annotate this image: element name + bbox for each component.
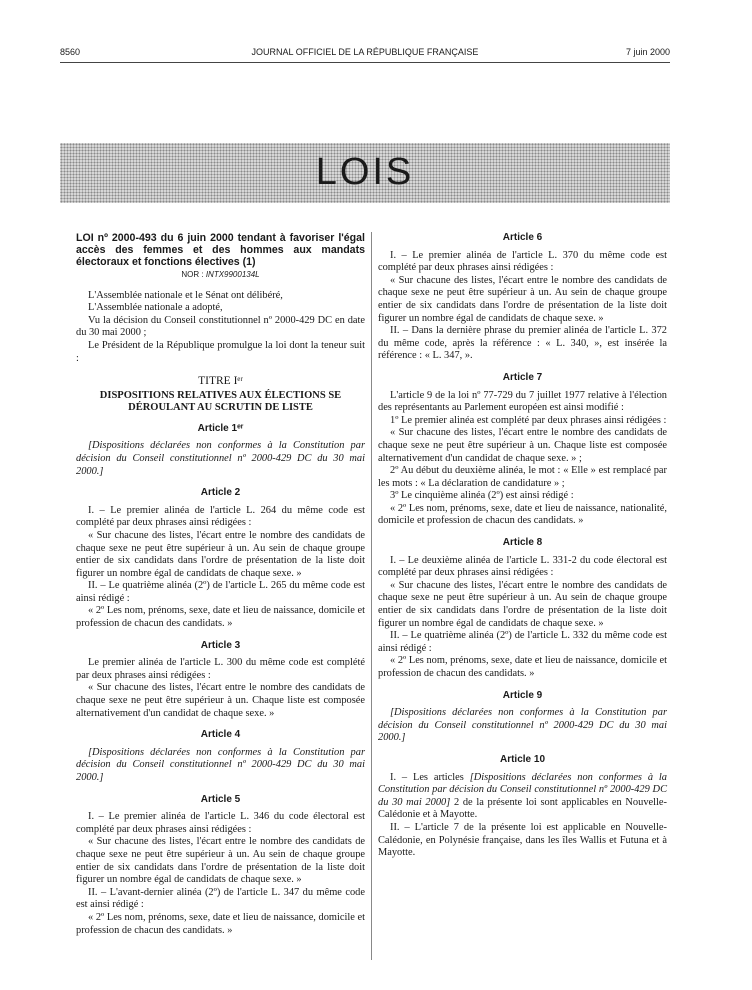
- article-paragraph: 2º Au début du deuxième alinéa, le mot : « Elle » est remplacé par les mots : « La déclaration de candidature » ;: [378, 465, 667, 489]
- article-paragraph: « Sur chacune des listes, l'écart entre le nombre des candidats de chaque sexe ne peut être supérieur à un. Au sein de chaque groupe entier de six candidats dans l'ordre de présentation de la liste doit figurer un nombre égal de candidats de chaque sexe. »: [76, 836, 365, 886]
- article-paragraph: II. – Le quatrième alinéa (2º) de l'article L. 265 du même code est ainsi rédigé :: [76, 580, 365, 604]
- article-heading: Article 3: [200, 639, 241, 651]
- article-paragraph: I. – Le premier alinéa de l'article L. 370 du même code est complété par deux phrases ainsi rédigées :: [378, 249, 667, 274]
- article-paragraph: « Sur chacune des listes, l'écart entre le nombre des candidats de chaque sexe ne peut être supérieur à un. Chaque liste est composée alternativement d'un candidat de chaque sexe. »: [76, 682, 365, 719]
- article-paragraph: I. – Le deuxième alinéa de l'article L. 331-2 du code électoral est complété par deux phrases ainsi rédigées :: [378, 554, 667, 579]
- article-paragraph: [Dispositions déclarées non conformes à la Constitution par décision du Conseil constitutionnel nº 2000-429 DC du 30 mai 2000.]: [76, 746, 365, 783]
- article-paragraph: Le premier alinéa de l'article L. 300 du même code est complété par deux phrases ainsi rédigées :: [76, 657, 365, 681]
- article-paragraph: 1º Le premier alinéa est complété par deux phrases ainsi rédigées :: [390, 414, 667, 426]
- page-number: 8560: [60, 47, 81, 57]
- article-paragraph: II. – L'article 7 de la présente loi est applicable en Nouvelle-Calédonie, en Polynésie française, dans les îles Wallis et Futuna et à Mayotte.: [378, 821, 667, 859]
- nor-reference: [76, 269, 365, 282]
- preamble-line: Vu la décision du Conseil constitutionnel nº 2000-429 DC en date du 30 mai 2000 ;: [76, 314, 365, 339]
- article-paragraph: « Sur chacune des listes, l'écart entre le nombre des candidats de chaque sexe ne peut être supérieur à un. Au sein de chaque groupe entier de six candidats dans l'ordre de présentation de la liste doit figurer un nombre égal de candidats de chaque sexe. »: [378, 579, 667, 629]
- article-paragraph: II. – Dans la dernière phrase du premier alinéa de l'article L. 372 du même code, après la référence : « L. 340, », est insérée la référence : « L. 347, ».: [378, 325, 667, 362]
- left-column: [76, 232, 365, 937]
- article-paragraph: II. – Le quatrième alinéa (2º) de l'article L. 332 du même code est ainsi rédigé :: [378, 630, 667, 654]
- article-heading: Article 6: [502, 232, 543, 243]
- section-banner: [60, 143, 670, 203]
- header-rule: [60, 62, 670, 63]
- article-heading: Article 10: [499, 753, 546, 765]
- article-paragraph: L'article 9 de la loi nº 77-729 du 7 juillet 1977 relative à l'élection des représentants au Parlement européen est ainsi modifié :: [378, 389, 667, 414]
- article-paragraph: « Sur chacune des listes, l'écart entre le nombre des candidats de chaque sexe ne peut être supérieur à un. Au sein de chaque groupe entier de six candidats dans l'ordre de présentation de la liste doit figurer un nombre égal de candidats de chaque sexe. »: [378, 274, 667, 324]
- article-heading: Article 7: [502, 371, 543, 383]
- article-heading: Article 8: [502, 537, 543, 549]
- right-column: [378, 232, 667, 860]
- article-paragraph: « 2º Les nom, prénoms, sexe, date et lieu de naissance, domicile et profession de chacun des candidats. »: [76, 605, 365, 630]
- titre-subtitle: DISPOSITIONS RELATIVES AUX ÉLECTIONS SE DÉROULANT AU SCRUTIN DE LISTE: [99, 389, 342, 413]
- article-paragraph: « 2º Les nom, prénoms, sexe, date et lieu de naissance, domicile et profession de chacun des candidats. »: [76, 911, 365, 936]
- article-heading: Article 9: [502, 689, 543, 701]
- article-paragraph: « 2º Les nom, prénoms, sexe, date et lieu de naissance, domicile et profession de chacun des candidats. »: [378, 655, 667, 679]
- article-paragraph: « Sur chacune des listes, l'écart entre le nombre des candidats de chaque sexe ne peut être supérieur à un. Au sein de chaque groupe entier de six candidats dans l'ordre de présentation de la liste doit figurer un nombre égal de candidats de chaque sexe. »: [76, 529, 365, 579]
- article-heading: Article 1ᵉʳ: [197, 422, 244, 434]
- section-title: LOIS: [315, 151, 415, 193]
- preamble-line: L'Assemblée nationale a adopté,: [88, 302, 223, 314]
- article-paragraph: I. – Le premier alinéa de l'article L. 346 du code électoral est complété par deux phrases ainsi rédigées :: [76, 811, 365, 835]
- article-paragraph: [378, 772, 667, 822]
- article-paragraph: « Sur chacune des listes, l'écart entre le nombre des candidats de chaque sexe ne peut être supérieur à un. Chaque liste est composée alternativement d'un candidat de chaque sexe. » ;: [378, 427, 667, 464]
- article-paragraph: « 2º Les nom, prénoms, sexe, date et lieu de naissance, nationalité, domicile et profession de chacun des candidats. »: [378, 502, 667, 527]
- issue-date: 7 juin 2000: [625, 47, 670, 57]
- article-paragraph: II. – L'avant-dernier alinéa (2º) de l'article L. 347 du même code est ainsi rédigé :: [76, 886, 365, 911]
- article-heading: Article 5: [200, 793, 241, 805]
- article-paragraph: 3º Le cinquième alinéa (2º) est ainsi rédigé :: [390, 490, 574, 502]
- text-run-italic: [Dispositions déclarées non conformes à la Constitution par décision du Conseil constitutionnel nº 2000-429 DC du 30 mai 2000]: [378, 771, 667, 808]
- titre-heading: TITRE Iᵉʳ: [198, 375, 243, 388]
- column-divider: [371, 232, 372, 960]
- text-run: I. – Les articles: [390, 771, 470, 783]
- preamble-line: L'Assemblée nationale et le Sénat ont délibéré,: [88, 289, 283, 301]
- article-heading: Article 4: [200, 729, 241, 741]
- preamble-line: Le Président de la République promulgue la loi dont la teneur suit :: [76, 339, 365, 364]
- article-paragraph: [Dispositions déclarées non conformes à la Constitution par décision du Conseil constitutionnel nº 2000-429 DC du 30 mai 2000.]: [76, 440, 365, 477]
- article-paragraph: [Dispositions déclarées non conformes à la Constitution par décision du Conseil constitutionnel nº 2000-429 DC du 30 mai 2000.]: [378, 707, 667, 744]
- nor-label: NOR :: [181, 270, 204, 279]
- nor-code: INTX9900134L: [205, 270, 260, 279]
- running-header: [60, 47, 670, 61]
- article-paragraph: I. – Le premier alinéa de l'article L. 264 du même code est complété par deux phrases ainsi rédigées :: [76, 504, 365, 529]
- text-run: 2 de la présente loi sont applicables en Nouvelle-Calédonie et à Mayotte.: [378, 796, 667, 821]
- law-title: LOI nº 2000-493 du 6 juin 2000 tendant à favoriser l'égal accès des femmes et des hommes aux mandats électoraux et fonctions électives (1): [76, 232, 365, 268]
- journal-title: JOURNAL OFFICIEL DE LA RÉPUBLIQUE FRANÇAISE: [251, 47, 479, 57]
- article-heading: Article 2: [200, 487, 241, 499]
